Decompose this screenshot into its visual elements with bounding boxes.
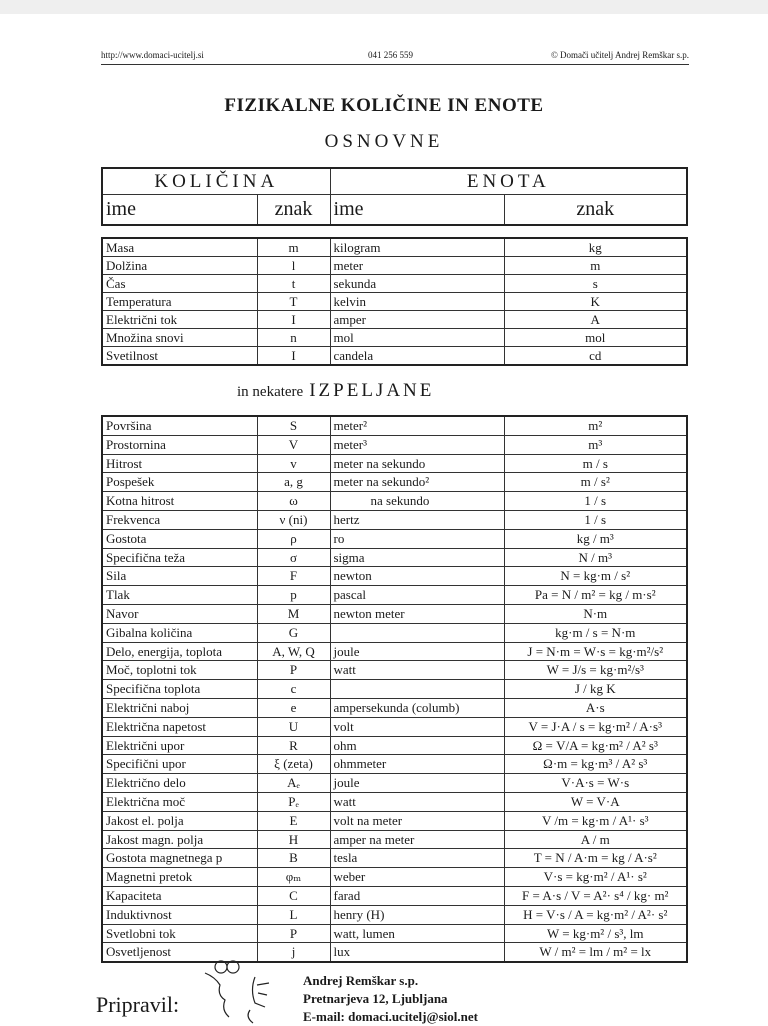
author-address: Pretnarjeva 12, Ljubljana xyxy=(303,991,448,1006)
unit-symbol-cell: m² xyxy=(504,416,687,435)
page-header xyxy=(101,50,689,65)
unit-symbol-cell: A xyxy=(504,311,687,329)
table-row xyxy=(102,830,687,849)
unit-name-cell: watt xyxy=(330,792,504,811)
author-email: E-mail: domaci.ucitelj@siol.net xyxy=(303,1009,478,1024)
quantity-symbol-cell: L xyxy=(257,905,330,924)
table-row xyxy=(102,943,687,962)
table-row xyxy=(102,736,687,755)
quantity-symbol-cell: e xyxy=(257,698,330,717)
unit-name-cell: volt na meter xyxy=(330,811,504,830)
table-row xyxy=(102,623,687,642)
unit-name-cell: farad xyxy=(330,886,504,905)
derived-section-label xyxy=(237,380,434,402)
table-row xyxy=(102,774,687,793)
unit-name-cell: newton meter xyxy=(330,604,504,623)
quantity-name-cell: Električni naboj xyxy=(102,698,257,717)
quantity-symbol-cell: a, g xyxy=(257,473,330,492)
quantity-name-cell: Specifični upor xyxy=(102,755,257,774)
header-copyright: © Domači učitelj Andrej Remškar s.p. xyxy=(550,50,689,60)
unit-name-cell: sigma xyxy=(330,548,504,567)
table-row xyxy=(102,755,687,774)
quantity-name-cell: Površina xyxy=(102,416,257,435)
unit-name-cell: meter² xyxy=(330,416,504,435)
table-row xyxy=(102,905,687,924)
quantity-name-cell: Moč, toplotni tok xyxy=(102,661,257,680)
quantity-name-cell: Temperatura xyxy=(102,293,257,311)
unit-name-cell: meter na sekundo xyxy=(330,454,504,473)
quantity-name-cell: Jakost el. polja xyxy=(102,811,257,830)
unit-name-cell: ampersekunda (columb) xyxy=(330,698,504,717)
unit-symbol-cell: Ω·m = kg·m³ / A² s³ xyxy=(504,755,687,774)
header-phone: 041 256 559 xyxy=(368,50,413,60)
quantity-symbol-cell: φₘ xyxy=(257,868,330,887)
table-row xyxy=(102,604,687,623)
quantity-name-cell: Električna napetost xyxy=(102,717,257,736)
quantity-symbol-cell: P xyxy=(257,661,330,680)
table-row xyxy=(102,849,687,868)
unit-name-cell: meter³ xyxy=(330,435,504,454)
quantity-name-cell: Prostornina xyxy=(102,435,257,454)
unit-symbol-cell: Pa = N / m² = kg / m·s² xyxy=(504,586,687,605)
quantity-name-cell: Sila xyxy=(102,567,257,586)
quantity-symbol-cell: U xyxy=(257,717,330,736)
table-row xyxy=(102,329,687,347)
unit-name-cell: joule xyxy=(330,642,504,661)
unit-symbol-cell: V = J·A / s = kg·m² / A·s³ xyxy=(504,717,687,736)
quantity-symbol-cell: σ xyxy=(257,548,330,567)
table-row xyxy=(102,886,687,905)
quantity-symbol-cell: R xyxy=(257,736,330,755)
table-row xyxy=(102,868,687,887)
quantity-symbol-cell: B xyxy=(257,849,330,868)
quantity-symbol-cell: ω xyxy=(257,492,330,511)
unit-name-cell: sekunda xyxy=(330,275,504,293)
quantity-symbol-cell: P xyxy=(257,924,330,943)
quantity-name-cell: Jakost magn. polja xyxy=(102,830,257,849)
quantity-symbol-cell: E xyxy=(257,811,330,830)
section-subtitle-basic: OSNOVNE xyxy=(324,131,444,152)
quantity-name-cell: Električno delo xyxy=(102,774,257,793)
quantity-name-cell: Induktivnost xyxy=(102,905,257,924)
quantity-name-cell: Frekvenca xyxy=(102,510,257,529)
quantity-name-cell: Hitrost xyxy=(102,454,257,473)
table-row xyxy=(102,454,687,473)
unit-name-cell: henry (H) xyxy=(330,905,504,924)
unit-symbol-cell: 1 / s xyxy=(504,492,687,511)
quantity-symbol-cell: m xyxy=(257,238,330,257)
column-header-table xyxy=(101,167,688,226)
unit-symbol-cell: kg / m³ xyxy=(504,529,687,548)
unit-name-cell: kelvin xyxy=(330,293,504,311)
quantity-symbol-cell: ν (ni) xyxy=(257,510,330,529)
unit-symbol-cell: A·s xyxy=(504,698,687,717)
unit-symbol-cell: m³ xyxy=(504,435,687,454)
unit-symbol-cell: T = N / A·m = kg / A·s² xyxy=(504,849,687,868)
quantity-name-cell: Električni tok xyxy=(102,311,257,329)
unit-symbol-cell: N·m xyxy=(504,604,687,623)
unit-symbol-cell: m xyxy=(504,257,687,275)
table-row xyxy=(102,347,687,366)
author-name: Andrej Remškar s.p. xyxy=(303,973,419,988)
table-row xyxy=(102,492,687,511)
quantity-symbol-cell: j xyxy=(257,943,330,962)
quantity-name-cell: Električni upor xyxy=(102,736,257,755)
table-row xyxy=(102,529,687,548)
quantity-symbol-cell: I xyxy=(257,311,330,329)
quantity-name-cell: Čas xyxy=(102,275,257,293)
table-row xyxy=(102,473,687,492)
unit-symbol-cell: W / m² = lm / m² = lx xyxy=(504,943,687,962)
table-row xyxy=(102,642,687,661)
table-row xyxy=(102,510,687,529)
table-row xyxy=(102,311,687,329)
quantity-name-cell: Kotna hitrost xyxy=(102,492,257,511)
quantity-name-cell: Dolžina xyxy=(102,257,257,275)
unit-name-cell: lux xyxy=(330,943,504,962)
unit-name-cell: amper na meter xyxy=(330,830,504,849)
unit-name-cell xyxy=(330,623,504,642)
quantity-name-cell: Množina snovi xyxy=(102,329,257,347)
unit-symbol-cell: kg·m / s = N·m xyxy=(504,623,687,642)
basic-units-table xyxy=(101,237,688,366)
unit-name-cell: watt xyxy=(330,661,504,680)
quantity-symbol-cell: p xyxy=(257,586,330,605)
unit-symbol-cell: m / s² xyxy=(504,473,687,492)
unit-symbol-cell: Ω = V/A = kg·m² / A² s³ xyxy=(504,736,687,755)
unit-symbol-cell: V·A·s = W·s xyxy=(504,774,687,793)
unit-name-cell: volt xyxy=(330,717,504,736)
derived-title: IZPELJANE xyxy=(309,380,435,401)
quantity-symbol-cell: Pₑ xyxy=(257,792,330,811)
table-row xyxy=(102,567,687,586)
unit-name-cell: meter xyxy=(330,257,504,275)
scan-top-band xyxy=(0,0,768,14)
unit-name-cell: ohm xyxy=(330,736,504,755)
unit-name-cell: ro xyxy=(330,529,504,548)
col-unit-name: ime xyxy=(330,195,504,226)
col-unit-symbol: znak xyxy=(504,195,687,226)
unit-name-cell: na sekundo xyxy=(330,492,504,511)
quantity-name-cell: Pospešek xyxy=(102,473,257,492)
quantity-symbol-cell: S xyxy=(257,416,330,435)
quantity-group-header: KOLIČINA xyxy=(102,168,330,195)
header-website: http://www.domaci-ucitelj.si xyxy=(101,50,204,60)
quantity-symbol-cell: Aₑ xyxy=(257,774,330,793)
unit-symbol-cell: N / m³ xyxy=(504,548,687,567)
col-quantity-symbol: znak xyxy=(257,195,330,226)
unit-name-cell: mol xyxy=(330,329,504,347)
unit-name-cell: joule xyxy=(330,774,504,793)
quantity-symbol-cell: V xyxy=(257,435,330,454)
table-row xyxy=(102,698,687,717)
table-row xyxy=(102,238,687,257)
unit-symbol-cell: A / m xyxy=(504,830,687,849)
unit-symbol-cell: F = A·s / V = A²· s⁴ / kg· m² xyxy=(504,886,687,905)
quantity-name-cell: Gibalna količina xyxy=(102,623,257,642)
unit-symbol-cell: W = kg·m² / s³, lm xyxy=(504,924,687,943)
quantity-symbol-cell: C xyxy=(257,886,330,905)
quantity-name-cell: Tlak xyxy=(102,586,257,605)
quantity-symbol-cell: v xyxy=(257,454,330,473)
table-row xyxy=(102,293,687,311)
page-title: FIZIKALNE KOLIČINE IN ENOTE xyxy=(224,95,544,116)
unit-name-cell: weber xyxy=(330,868,504,887)
unit-name-cell: candela xyxy=(330,347,504,366)
unit-symbol-cell: N = kg·m / s² xyxy=(504,567,687,586)
unit-name-cell: kilogram xyxy=(330,238,504,257)
unit-symbol-cell: W = V·A xyxy=(504,792,687,811)
quantity-symbol-cell: H xyxy=(257,830,330,849)
unit-symbol-cell: H = V·s / A = kg·m² / A²· s² xyxy=(504,905,687,924)
derived-units-table xyxy=(101,415,688,963)
table-row xyxy=(102,548,687,567)
prepared-by-label: Pripravil: xyxy=(96,992,180,1017)
quantity-symbol-cell: M xyxy=(257,604,330,623)
table-row xyxy=(102,924,687,943)
table-row xyxy=(102,586,687,605)
unit-name-cell: ohmmeter xyxy=(330,755,504,774)
unit-symbol-cell: cd xyxy=(504,347,687,366)
quantity-symbol-cell: t xyxy=(257,275,330,293)
table-row xyxy=(102,792,687,811)
unit-name-cell: meter na sekundo² xyxy=(330,473,504,492)
quantity-symbol-cell: I xyxy=(257,347,330,366)
unit-symbol-cell: kg xyxy=(504,238,687,257)
unit-name-cell xyxy=(330,680,504,699)
quantity-symbol-cell: n xyxy=(257,329,330,347)
quantity-name-cell: Specifična teža xyxy=(102,548,257,567)
quantity-symbol-cell: c xyxy=(257,680,330,699)
unit-name-cell: newton xyxy=(330,567,504,586)
quantity-symbol-cell: T xyxy=(257,293,330,311)
unit-symbol-cell: J / kg K xyxy=(504,680,687,699)
quantity-name-cell: Masa xyxy=(102,238,257,257)
quantity-symbol-cell: l xyxy=(257,257,330,275)
quantity-name-cell: Gostota magnetnega p xyxy=(102,849,257,868)
unit-name-cell: watt, lumen xyxy=(330,924,504,943)
unit-name-cell: tesla xyxy=(330,849,504,868)
unit-symbol-cell: s xyxy=(504,275,687,293)
unit-name-cell: hertz xyxy=(330,510,504,529)
quantity-symbol-cell: ρ xyxy=(257,529,330,548)
table-row xyxy=(102,680,687,699)
col-quantity-name: ime xyxy=(102,195,257,226)
quantity-name-cell: Osvetljenost xyxy=(102,943,257,962)
quantity-name-cell: Specifična toplota xyxy=(102,680,257,699)
unit-symbol-cell: mol xyxy=(504,329,687,347)
unit-symbol-cell: J = N·m = W·s = kg·m²/s² xyxy=(504,642,687,661)
quantity-name-cell: Gostota xyxy=(102,529,257,548)
unit-symbol-cell: W = J/s = kg·m²/s³ xyxy=(504,661,687,680)
derived-prefix: in nekatere xyxy=(237,384,304,400)
unit-symbol-cell: V /m = kg·m / A¹· s³ xyxy=(504,811,687,830)
table-row xyxy=(102,257,687,275)
unit-group-header: ENOTA xyxy=(330,168,687,195)
quantity-symbol-cell: A, W, Q xyxy=(257,642,330,661)
quantity-name-cell: Svetlobni tok xyxy=(102,924,257,943)
quantity-symbol-cell: F xyxy=(257,567,330,586)
quantity-name-cell: Kapaciteta xyxy=(102,886,257,905)
author-sketch-drawing xyxy=(195,955,285,1024)
unit-name-cell: pascal xyxy=(330,586,504,605)
author-contact-block xyxy=(303,972,478,1026)
unit-symbol-cell: K xyxy=(504,293,687,311)
quantity-symbol-cell: ξ (zeta) xyxy=(257,755,330,774)
quantity-symbol-cell: G xyxy=(257,623,330,642)
unit-symbol-cell: V·s = kg·m² / A¹· s² xyxy=(504,868,687,887)
table-row xyxy=(102,661,687,680)
unit-symbol-cell: 1 / s xyxy=(504,510,687,529)
unit-name-cell: amper xyxy=(330,311,504,329)
quantity-name-cell: Navor xyxy=(102,604,257,623)
table-row xyxy=(102,435,687,454)
table-row xyxy=(102,811,687,830)
table-row xyxy=(102,416,687,435)
quantity-name-cell: Svetilnost xyxy=(102,347,257,366)
table-row xyxy=(102,275,687,293)
table-row xyxy=(102,717,687,736)
quantity-name-cell: Delo, energija, toplota xyxy=(102,642,257,661)
quantity-name-cell: Električna moč xyxy=(102,792,257,811)
unit-symbol-cell: m / s xyxy=(504,454,687,473)
quantity-name-cell: Magnetni pretok xyxy=(102,868,257,887)
